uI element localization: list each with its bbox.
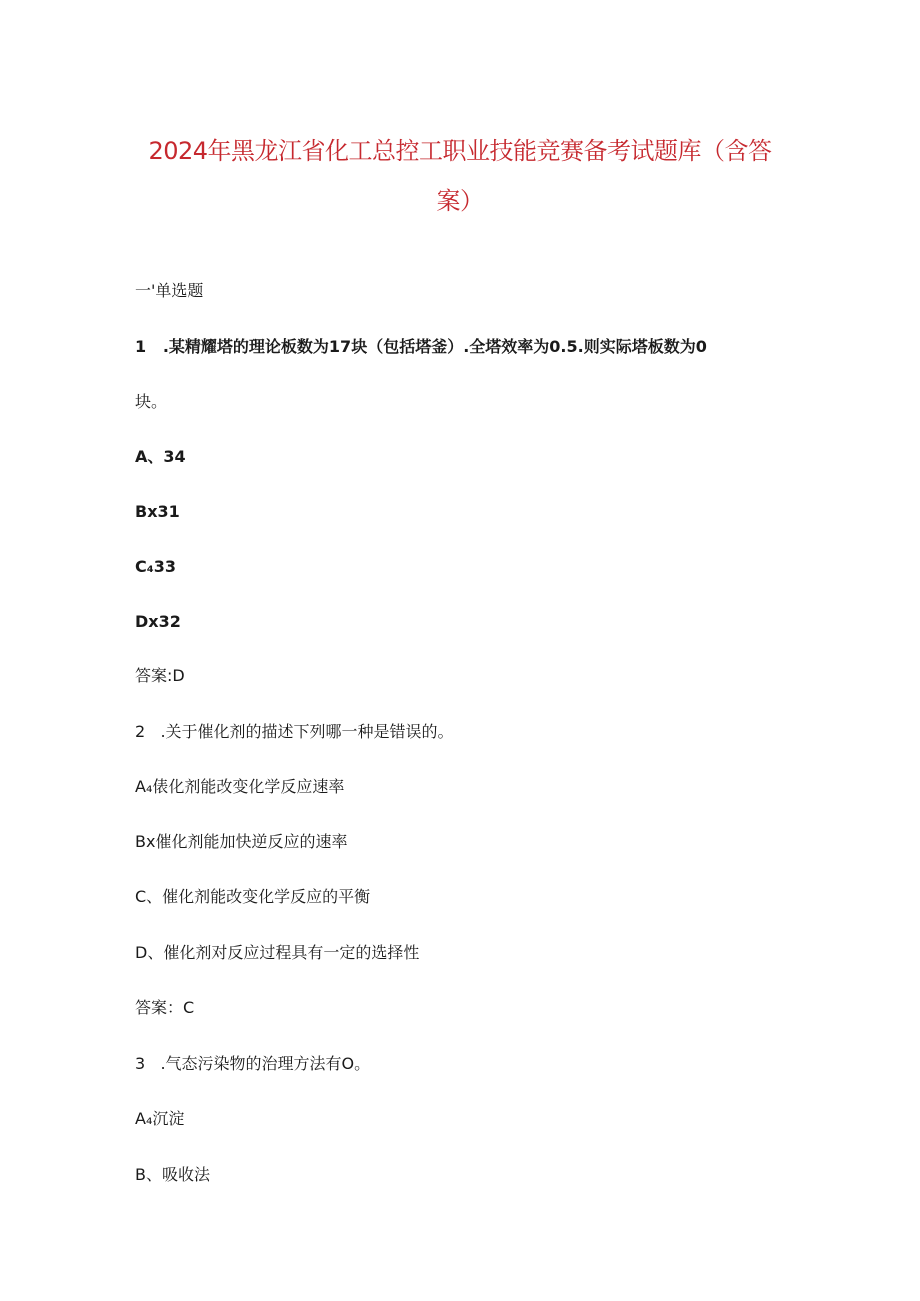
question-stem-cont: 块。 — [135, 392, 168, 411]
option-d: D、催化剂对反应过程具有一定的选择性 — [135, 943, 420, 962]
title-line-1: 2024年黑龙江省化工总控工职业技能竞赛备考试题库（含答 — [148, 137, 772, 165]
answer: 答案:D — [135, 666, 185, 685]
answer: 答案：C — [135, 998, 195, 1017]
option-a: A₄俵化剂能改变化学反应速率 — [135, 777, 345, 796]
option-d: Dx32 — [135, 612, 181, 631]
option-b: Bx催化剂能加快逆反应的速率 — [135, 832, 348, 851]
option-a: A、34 — [135, 447, 186, 466]
question-stem: 3 .气态污染物的治理方法有O。 — [135, 1054, 371, 1073]
option-a: A₄沉淀 — [135, 1109, 185, 1128]
option-c: C、催化剂能改变化学反应的平衡 — [135, 887, 371, 906]
question-stem: 1 .某精耀塔的理论板数为17块（包括塔釜）.全塔效率为0.5.则实际塔板数为0 — [135, 337, 707, 356]
option-b: Bx31 — [135, 502, 180, 521]
title-line-2: 案） — [436, 187, 484, 215]
question-stem: 2 .关于催化剂的描述下列哪一种是错误的。 — [135, 722, 454, 741]
section-heading: 一'单选题 — [135, 281, 204, 300]
option-c: C₄33 — [135, 557, 177, 576]
option-b: B、吸收法 — [135, 1165, 210, 1184]
